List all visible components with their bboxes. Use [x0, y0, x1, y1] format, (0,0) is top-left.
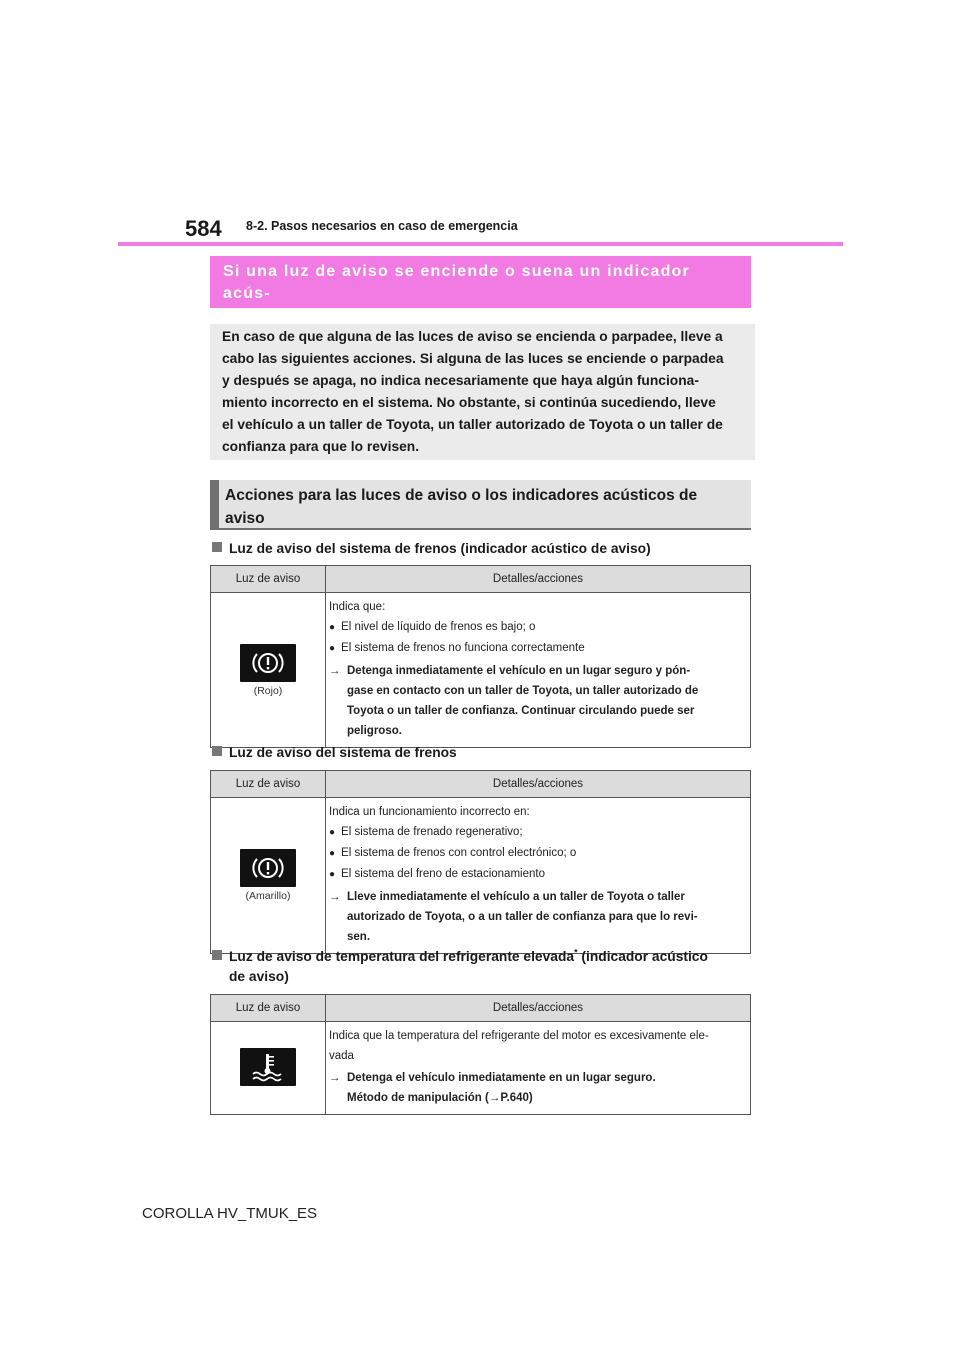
intro-line: cabo las siguientes acciones. Si alguna de las luces se enciende o parpadea: [222, 351, 724, 366]
intro-box: [210, 324, 755, 460]
section-title-brake-red: [212, 539, 742, 559]
actions-heading-line-1: Acciones para las luces de aviso o los indicadores acústicos de: [225, 487, 698, 504]
table-row: [211, 1022, 751, 1115]
action-line: Lleve inmediatamente el vehículo a un taller de Toyota o taller: [347, 891, 685, 903]
brake-warning-icon: [240, 644, 296, 682]
col-header-details: Detalles/acciones: [326, 771, 751, 798]
section-title-text: Luz de aviso del sistema de frenos: [229, 745, 457, 760]
details-cell: [326, 1022, 751, 1115]
color-label: (Rojo): [253, 684, 283, 697]
square-bullet-icon: [212, 950, 222, 960]
action-line: peligroso.: [347, 725, 402, 737]
table-header-row: [211, 995, 751, 1022]
page-number: 584: [185, 216, 222, 241]
warning-table-brake-yellow: [210, 770, 751, 954]
header-divider: [118, 242, 843, 246]
intro-line: miento incorrecto en el sistema. No obstante, si continúa sucediendo, lleve: [222, 395, 716, 410]
footnote-mark: *: [574, 947, 578, 958]
col-header-details: Detalles/acciones: [326, 566, 751, 593]
banner-line-1: Si una luz de aviso se enciende o suena un indicador acús-: [223, 263, 690, 302]
table-header-row: [211, 566, 751, 593]
icon-cell: [211, 798, 326, 954]
warning-table-brake-red: [210, 565, 751, 748]
section-title-text: Luz de aviso de temperatura del refrigerante elevada: [229, 949, 575, 964]
color-label: (Amarillo): [245, 890, 291, 902]
table-row: [211, 593, 751, 748]
square-bullet-icon: [212, 746, 222, 756]
footer-model-code: COROLLA HV_TMUK_ES: [142, 1205, 318, 1222]
intro-line: y después se apaga, no indica necesariamente que haya algún funciona-: [222, 373, 699, 388]
details-intro: Indica que la temperatura del refrigerante del motor es excesivamente ele-: [329, 1030, 709, 1042]
coolant-temperature-icon: [240, 1048, 296, 1086]
col-header-light: Luz de aviso: [211, 566, 326, 593]
section-title-text-rest: (indicador acústico: [577, 949, 708, 964]
bullet-item: ● El sistema de frenos no funciona correctamente: [329, 638, 746, 659]
section-banner: [210, 256, 751, 324]
chapter-title: 8-2. Pasos necesarios en caso de emergencia: [246, 219, 518, 233]
action-line: Toyota o un taller de confianza. Continuar circulando puede ser: [347, 705, 695, 717]
intro-line: En caso de que alguna de las luces de aviso se encienda o parpadee, lleve a: [222, 329, 723, 344]
warning-table-coolant: [210, 994, 751, 1115]
intro-line: el vehículo a un taller de Toyota, un taller autorizado de Toyota o un taller de: [222, 417, 723, 432]
details-cell: [326, 798, 751, 954]
action-line: sen.: [347, 931, 371, 943]
icon-cell: [211, 593, 326, 748]
details-intro: Indica que:: [329, 601, 386, 613]
col-header-light: Luz de aviso: [211, 995, 326, 1022]
actions-heading-line-2: aviso: [225, 510, 265, 527]
actions-heading-box: [210, 480, 751, 530]
action-block: [329, 661, 746, 741]
banner-line-2: tico de aviso: [223, 307, 336, 324]
intro-line: confianza para que lo revisen.: [222, 439, 420, 454]
bullet-item: ● El nivel de líquido de frenos es bajo; o: [329, 617, 746, 638]
action-line: Detenga inmediatamente el vehículo en un lugar seguro y pón-: [347, 665, 691, 677]
details-intro: vada: [329, 1050, 354, 1062]
icon-cell: [211, 1022, 326, 1115]
details-cell: [326, 593, 751, 748]
details-intro: Indica un funcionamiento incorrecto en:: [329, 806, 530, 818]
square-bullet-icon: [212, 542, 222, 552]
col-header-light: Luz de aviso: [211, 771, 326, 798]
bullet-item: ● El sistema de frenado regenerativo;: [329, 822, 746, 843]
section-title-line-2: de aviso): [229, 969, 289, 984]
action-line: autorizado de Toyota, o a un taller de confianza para que lo revi-: [347, 911, 698, 923]
arrow-icon: →: [329, 665, 341, 677]
brake-warning-icon: [240, 849, 296, 887]
action-line: gase en contacto con un taller de Toyota, un taller autorizado de: [347, 685, 699, 697]
arrow-icon: →: [329, 1072, 341, 1084]
action-line: Método de manipulación (→P.640): [347, 1092, 533, 1104]
section-title-coolant: [212, 947, 742, 987]
arrow-icon: →: [329, 891, 341, 903]
table-header-row: [211, 771, 751, 798]
col-header-details: Detalles/acciones: [326, 995, 751, 1022]
action-line: Detenga el vehículo inmediatamente en un lugar seguro.: [347, 1072, 656, 1084]
bullet-item: ● El sistema de frenos con control electrónico; o: [329, 843, 746, 864]
section-title-text: Luz de aviso del sistema de frenos (indicador acústico de aviso): [229, 541, 651, 556]
action-block: [329, 887, 746, 947]
section-title-brake-yellow: [212, 743, 742, 763]
action-block: [329, 1068, 746, 1108]
table-row: [211, 798, 751, 954]
bullet-item: ● El sistema del freno de estacionamiento: [329, 864, 746, 885]
